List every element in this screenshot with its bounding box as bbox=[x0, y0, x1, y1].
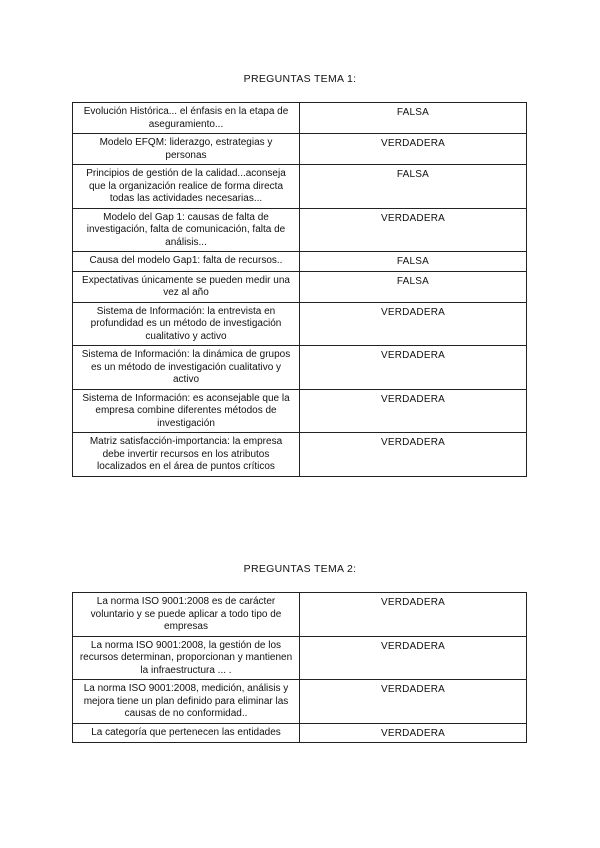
section-heading-tema-2: PREGUNTAS TEMA 2: bbox=[243, 563, 357, 575]
question-cell: Sistema de Información: la entrevista en profundidad es un método de investigación cualitativo y activo bbox=[73, 302, 300, 346]
question-cell: Matriz satisfacción-importancia: la empresa debe invertir recursos en los atributos localizados en el área de puntos críticos bbox=[73, 433, 300, 477]
answer-cell: FALSA bbox=[300, 165, 527, 209]
table-row bbox=[73, 636, 527, 680]
table-row bbox=[73, 134, 527, 165]
answer-cell: VERDADERA bbox=[300, 302, 527, 346]
answer-cell: VERDADERA bbox=[300, 208, 527, 252]
table-row bbox=[73, 208, 527, 252]
question-cell: La categoría que pertenecen las entidades bbox=[73, 723, 300, 743]
question-cell: Modelo EFQM: liderazgo, estrategias y personas bbox=[73, 134, 300, 165]
answer-cell: VERDADERA bbox=[300, 134, 527, 165]
questions-table-tema-1 bbox=[72, 102, 527, 477]
table-row bbox=[73, 252, 527, 272]
table-row bbox=[73, 433, 527, 477]
table-row bbox=[73, 165, 527, 209]
table-row bbox=[73, 346, 527, 390]
answer-cell: VERDADERA bbox=[300, 346, 527, 390]
table-row bbox=[73, 302, 527, 346]
answer-cell: VERDADERA bbox=[300, 636, 527, 680]
question-cell: Sistema de Información: la dinámica de grupos es un método de investigación cualitativo y activo bbox=[73, 346, 300, 390]
question-cell: La norma ISO 9001:2008 es de carácter voluntario y se puede aplicar a todo tipo de empresas bbox=[73, 593, 300, 637]
section-heading-tema-1: PREGUNTAS TEMA 1: bbox=[243, 73, 357, 85]
question-cell: Evolución Histórica... el énfasis en la etapa de aseguramiento... bbox=[73, 103, 300, 134]
table-row bbox=[73, 389, 527, 433]
answer-cell: VERDADERA bbox=[300, 680, 527, 724]
answer-cell: VERDADERA bbox=[300, 433, 527, 477]
answer-cell: FALSA bbox=[300, 103, 527, 134]
questions-table-tema-2 bbox=[72, 592, 527, 743]
answer-cell: VERDADERA bbox=[300, 593, 527, 637]
question-cell: Principios de gestión de la calidad...aconseja que la organización realice de forma directa todas las actividades necesarias... bbox=[73, 165, 300, 209]
question-cell: Causa del modelo Gap1: falta de recursos.. bbox=[73, 252, 300, 272]
table-row bbox=[73, 593, 527, 637]
table-row bbox=[73, 680, 527, 724]
table-row bbox=[73, 103, 527, 134]
answer-cell: VERDADERA bbox=[300, 389, 527, 433]
answer-cell: FALSA bbox=[300, 271, 527, 302]
answer-cell: FALSA bbox=[300, 252, 527, 272]
question-cell: Expectativas únicamente se pueden medir una vez al año bbox=[73, 271, 300, 302]
table-row bbox=[73, 271, 527, 302]
question-cell: Sistema de Información: es aconsejable que la empresa combine diferentes métodos de investigación bbox=[73, 389, 300, 433]
answer-cell: VERDADERA bbox=[300, 723, 527, 743]
table-row bbox=[73, 723, 527, 743]
question-cell: La norma ISO 9001:2008, medición, análisis y mejora tiene un plan definido para eliminar las causas de no conformidad.. bbox=[73, 680, 300, 724]
question-cell: Modelo del Gap 1: causas de falta de investigación, falta de comunicación, falta de análisis... bbox=[73, 208, 300, 252]
question-cell: La norma ISO 9001:2008, la gestión de los recursos determinan, proporcionan y mantienen la infraestructura ... . bbox=[73, 636, 300, 680]
